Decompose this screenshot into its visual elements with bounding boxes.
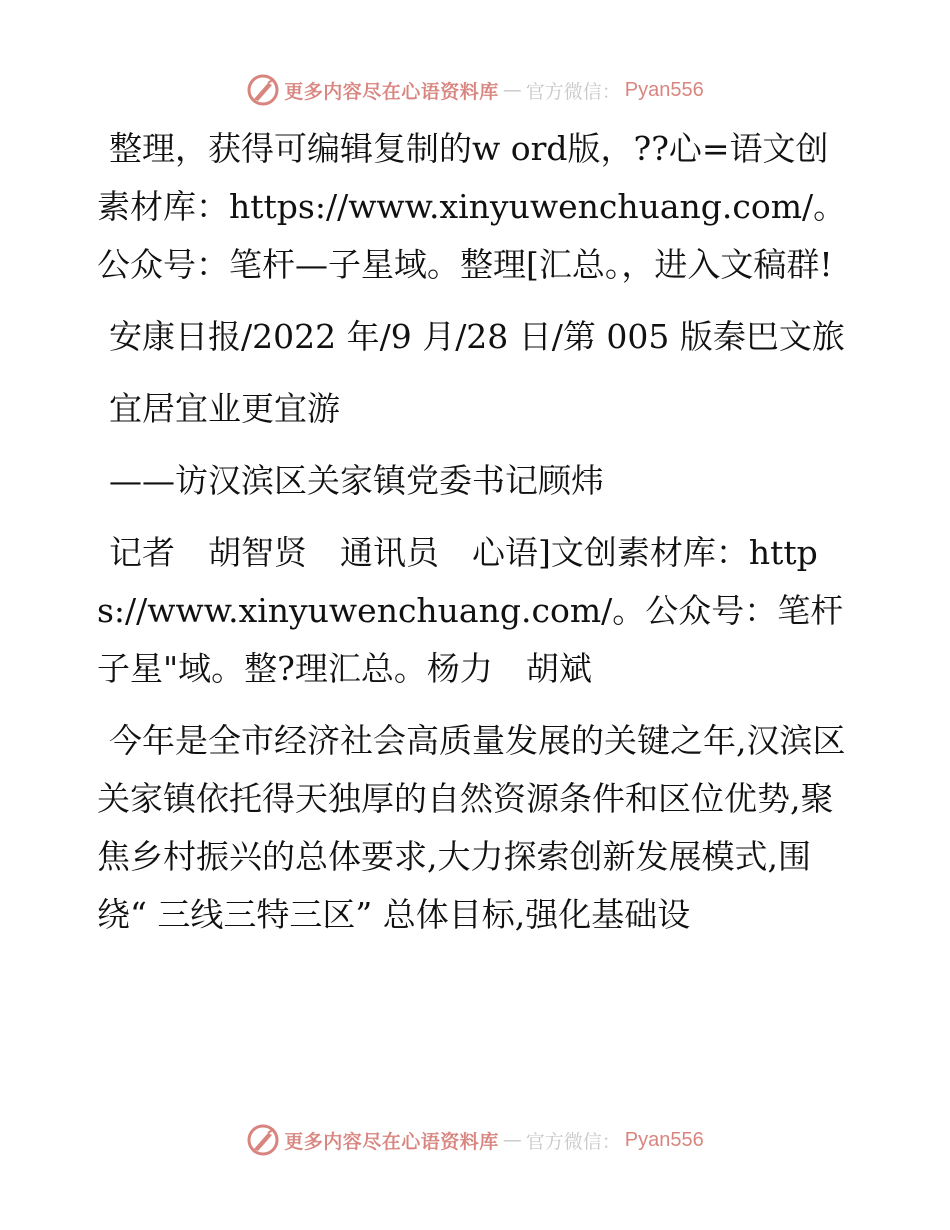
article-title: 宜居宜业更宜游 (109, 389, 340, 428)
body-paragraph: 今年是全市经济社会高质量发展的关键之年,汉滨区关家镇依托得天独厚的自然资源条件和区位优势,聚焦乡村振兴的总体要求,大力探索创新发展模式,围绕“ 三线三特三区” 总体目标,强化基础设 (97, 721, 846, 934)
header-watermark-banner (0, 70, 950, 110)
banner-title: 更多内容尽在心语资料库 (284, 1130, 499, 1153)
byline: 记者 胡智贤 通讯员 心语]文创素材库：https://www.xinyuwenchuang.com/。公众号：笔杆子星"域。整?理汇总。杨力 胡斌 (97, 533, 844, 688)
banner-subtitle: 官方微信： (525, 1130, 621, 1153)
document-body (97, 120, 853, 944)
quill-logo-icon (246, 73, 280, 107)
article-subtitle: ——访汉滨区关家镇党委书记顾炜 (109, 461, 604, 500)
source-line: 安康日报/2022 年/9 月/28 日/第 005 版秦巴文旅 (109, 317, 845, 356)
banner-title: 更多内容尽在心语资料库 (284, 80, 499, 103)
intro-paragraph: 整理，获得可编辑复制的w ord版，??心=语文创素材库：https://www.xinyuwenchuang.com/。公众号：笔杆—子星域。整理[汇总。，进入文稿群! (97, 129, 847, 284)
banner-wechat-id: Pyan556 (624, 78, 704, 101)
banner-separator: — (502, 1129, 522, 1151)
quill-logo-icon (246, 1123, 280, 1157)
banner-subtitle: 官方微信： (525, 80, 621, 103)
banner-wechat-id: Pyan556 (624, 1128, 704, 1151)
footer-watermark-banner (0, 1120, 950, 1160)
banner-separator: — (502, 79, 522, 101)
